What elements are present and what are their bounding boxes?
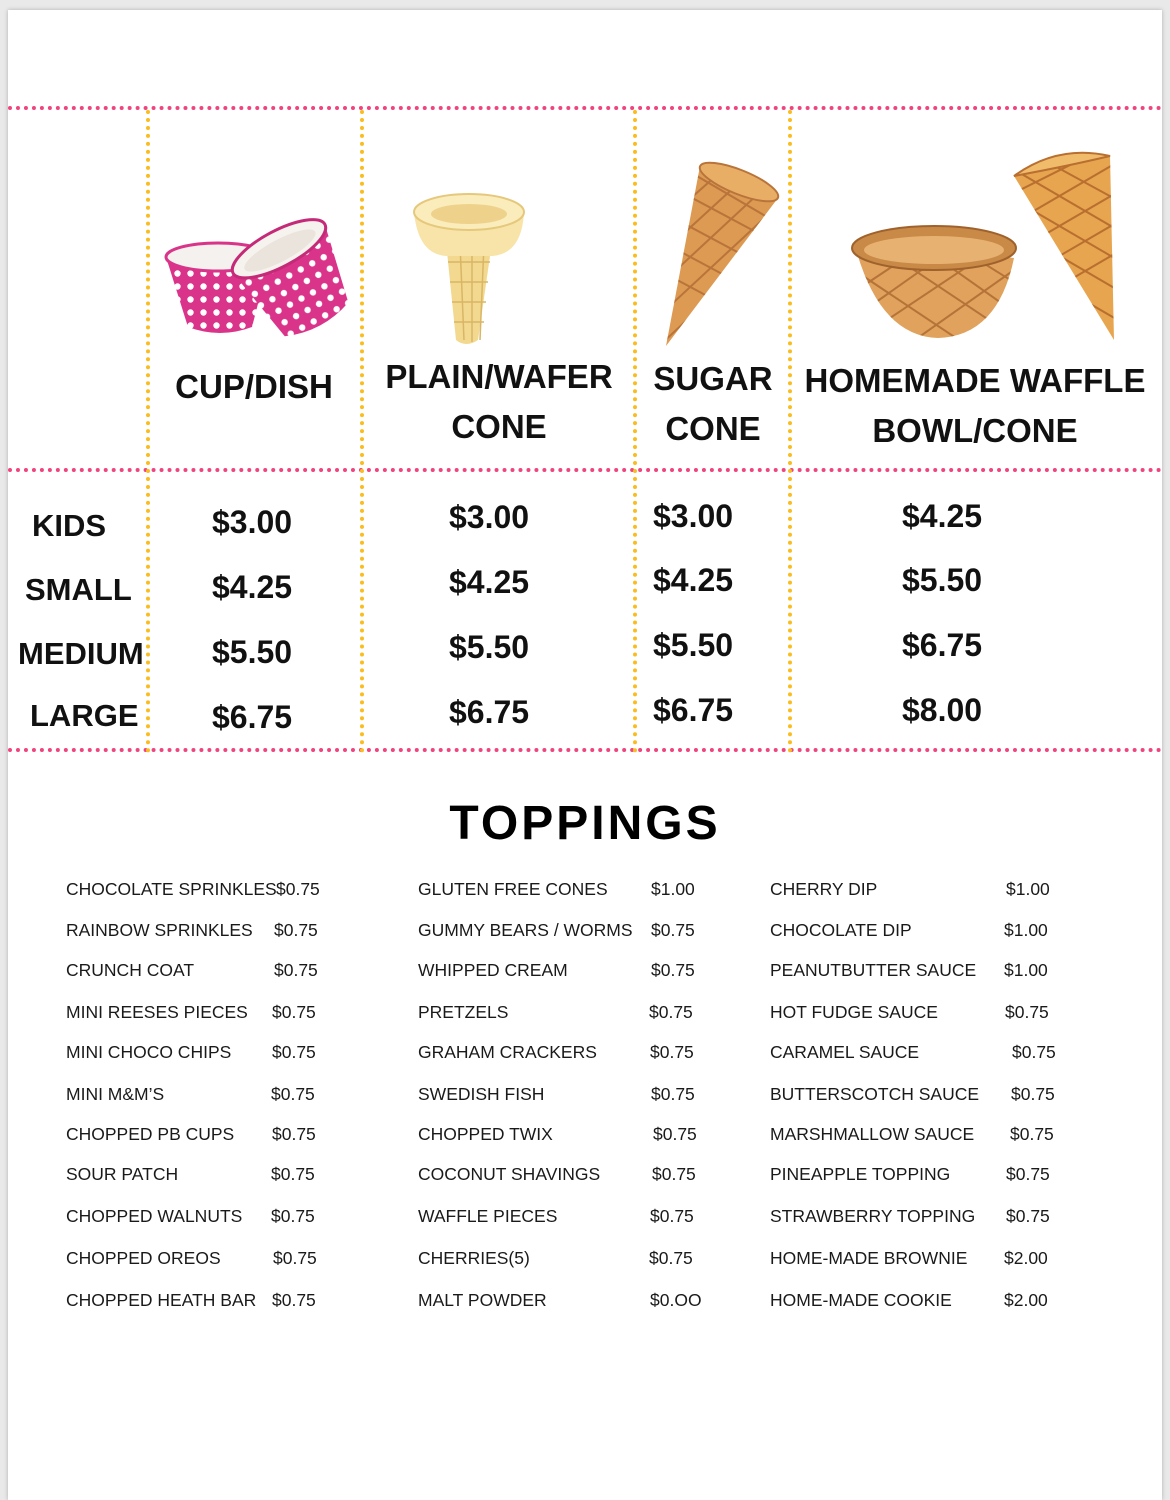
bottom-divider (8, 748, 1162, 752)
size-medium: MEDIUM (18, 636, 144, 671)
price-waffle-large: $8.00 (902, 692, 983, 728)
column-title-sugar-cone (637, 354, 789, 454)
topping-name: CHOPPED TWIX (418, 1124, 553, 1144)
topping-price: $0.75 (1006, 1164, 1050, 1184)
topping-name: CHERRY DIP (770, 879, 878, 899)
topping-name: CHOCOLATE SPRINKLES (66, 879, 277, 899)
column-title-line: CONE (451, 408, 547, 445)
topping-name: MINI CHOCO CHIPS (66, 1042, 232, 1062)
topping-price: $0.75 (274, 960, 318, 980)
topping-price: $0.75 (653, 1124, 697, 1144)
topping-price: $0.75 (271, 1164, 315, 1184)
topping-price: $2.00 (1004, 1290, 1048, 1310)
topping-name: CHERRIES(5) (418, 1248, 530, 1268)
topping-price: $0.75 (272, 1290, 316, 1310)
topping-price: $0.75 (1005, 1002, 1049, 1022)
toppings-heading: TOPPINGS (449, 797, 721, 850)
topping-price: $0.75 (272, 1002, 316, 1022)
top-divider (8, 106, 1162, 110)
price-sugar-small: $4.25 (653, 562, 734, 598)
column-title-line: HOMEMADE WAFFLE (804, 362, 1146, 399)
topping-name: WHIPPED CREAM (418, 960, 568, 980)
topping-name: SWEDISH FISH (418, 1084, 545, 1104)
size-large: LARGE (30, 698, 139, 733)
topping-name: RAINBOW SPRINKLES (66, 920, 253, 940)
topping-price: $0.75 (271, 1084, 315, 1104)
topping-name: GRAHAM CRACKERS (418, 1042, 597, 1062)
topping-price: $0.75 (650, 1042, 694, 1062)
polka-dot-cups-image (158, 215, 358, 345)
column-title-line: SUGAR (653, 360, 773, 397)
price-waffle-medium: $6.75 (902, 627, 983, 663)
column-title-line: BOWL/CONE (872, 412, 1078, 449)
column-title-line: CUP/DISH (175, 368, 333, 405)
topping-name: CARAMEL SAUCE (770, 1042, 920, 1062)
price-wafer-small: $4.25 (449, 564, 530, 600)
topping-name: BUTTERSCOTCH SAUCE (770, 1084, 980, 1104)
topping-name: PRETZELS (418, 1002, 509, 1022)
size-small: SMALL (25, 572, 132, 607)
topping-price: $0.75 (273, 1248, 317, 1268)
topping-name: CHOPPED WALNUTS (66, 1206, 243, 1226)
price-wafer-kids: $3.00 (449, 499, 530, 535)
wafer-cone-image (408, 182, 528, 352)
price-cup-large: $6.75 (212, 699, 293, 735)
topping-name: COCONUT SHAVINGS (418, 1164, 601, 1184)
topping-name: MARSHMALLOW SAUCE (770, 1124, 975, 1144)
topping-price: $0.75 (651, 960, 695, 980)
topping-price: $0.75 (272, 1042, 316, 1062)
header-divider (8, 468, 1162, 472)
topping-name: MALT POWDER (418, 1290, 547, 1310)
topping-name: STRAWBERRY TOPPING (770, 1206, 976, 1226)
column-title-plain-wafer-cone (364, 352, 634, 452)
topping-price: $0.75 (651, 1084, 695, 1104)
column-title-line: PLAIN/WAFER (385, 358, 613, 395)
price-cup-kids: $3.00 (212, 504, 293, 540)
topping-name: CHOCOLATE DIP (770, 920, 912, 940)
topping-price: $1.00 (1004, 960, 1048, 980)
topping-price: $0.75 (1012, 1042, 1056, 1062)
topping-price: $0.75 (274, 920, 318, 940)
topping-name: MINI REESES PIECES (66, 1002, 248, 1022)
topping-name: WAFFLE PIECES (418, 1206, 558, 1226)
topping-name: GLUTEN FREE CONES (418, 879, 608, 899)
price-waffle-kids: $4.25 (902, 498, 983, 534)
topping-price: $0.75 (271, 1206, 315, 1226)
topping-name: SOUR PATCH (66, 1164, 179, 1184)
column-title-line: CONE (665, 410, 761, 447)
price-sugar-large: $6.75 (653, 692, 734, 728)
topping-price: $0.75 (649, 1248, 693, 1268)
topping-price: $0.75 (649, 1002, 693, 1022)
topping-price: $1.00 (1006, 879, 1050, 899)
topping-price: $0.75 (276, 879, 320, 899)
column-divider-1 (146, 110, 150, 753)
price-wafer-large: $6.75 (449, 694, 530, 730)
size-kids: KIDS (32, 508, 107, 543)
price-waffle-small: $5.50 (902, 562, 983, 598)
topping-name: PEANUTBUTTER SAUCE (770, 960, 977, 980)
column-title-cup-dish (148, 362, 360, 412)
topping-price: $1.00 (1004, 920, 1048, 940)
waffle-bowl-and-cone-image (848, 146, 1128, 346)
topping-name: CHOPPED HEATH BAR (66, 1290, 257, 1310)
topping-name: HOME-MADE COOKIE (770, 1290, 952, 1310)
price-sugar-kids: $3.00 (653, 498, 734, 534)
topping-name: HOT FUDGE SAUCE (770, 1002, 938, 1022)
menu-page (8, 10, 1162, 1500)
topping-price: $0.75 (650, 1206, 694, 1226)
topping-price: $0.75 (651, 920, 695, 940)
price-cup-medium: $5.50 (212, 634, 293, 670)
price-wafer-medium: $5.50 (449, 629, 530, 665)
topping-name: HOME-MADE BROWNIE (770, 1248, 968, 1268)
topping-price: $0.75 (1006, 1206, 1050, 1226)
topping-name: GUMMY BEARS / WORMS (418, 920, 633, 940)
column-title-homemade-waffle (792, 356, 1158, 456)
topping-name: PINEAPPLE TOPPING (770, 1164, 951, 1184)
topping-price: $0.75 (652, 1164, 696, 1184)
topping-price: $1.00 (651, 879, 695, 899)
topping-price: $0.75 (1010, 1124, 1054, 1144)
topping-price: $0.75 (1011, 1084, 1055, 1104)
sugar-cone-image (656, 158, 786, 353)
price-sugar-medium: $5.50 (653, 627, 734, 663)
price-cup-small: $4.25 (212, 569, 293, 605)
topping-price: $0.75 (272, 1124, 316, 1144)
topping-name: CHOPPED OREOS (66, 1248, 221, 1268)
topping-name: MINI M&M’S (66, 1084, 165, 1104)
topping-name: CHOPPED PB CUPS (66, 1124, 235, 1144)
topping-price: $2.00 (1004, 1248, 1048, 1268)
topping-name: CRUNCH COAT (66, 960, 195, 980)
topping-price: $0.OO (650, 1290, 702, 1310)
